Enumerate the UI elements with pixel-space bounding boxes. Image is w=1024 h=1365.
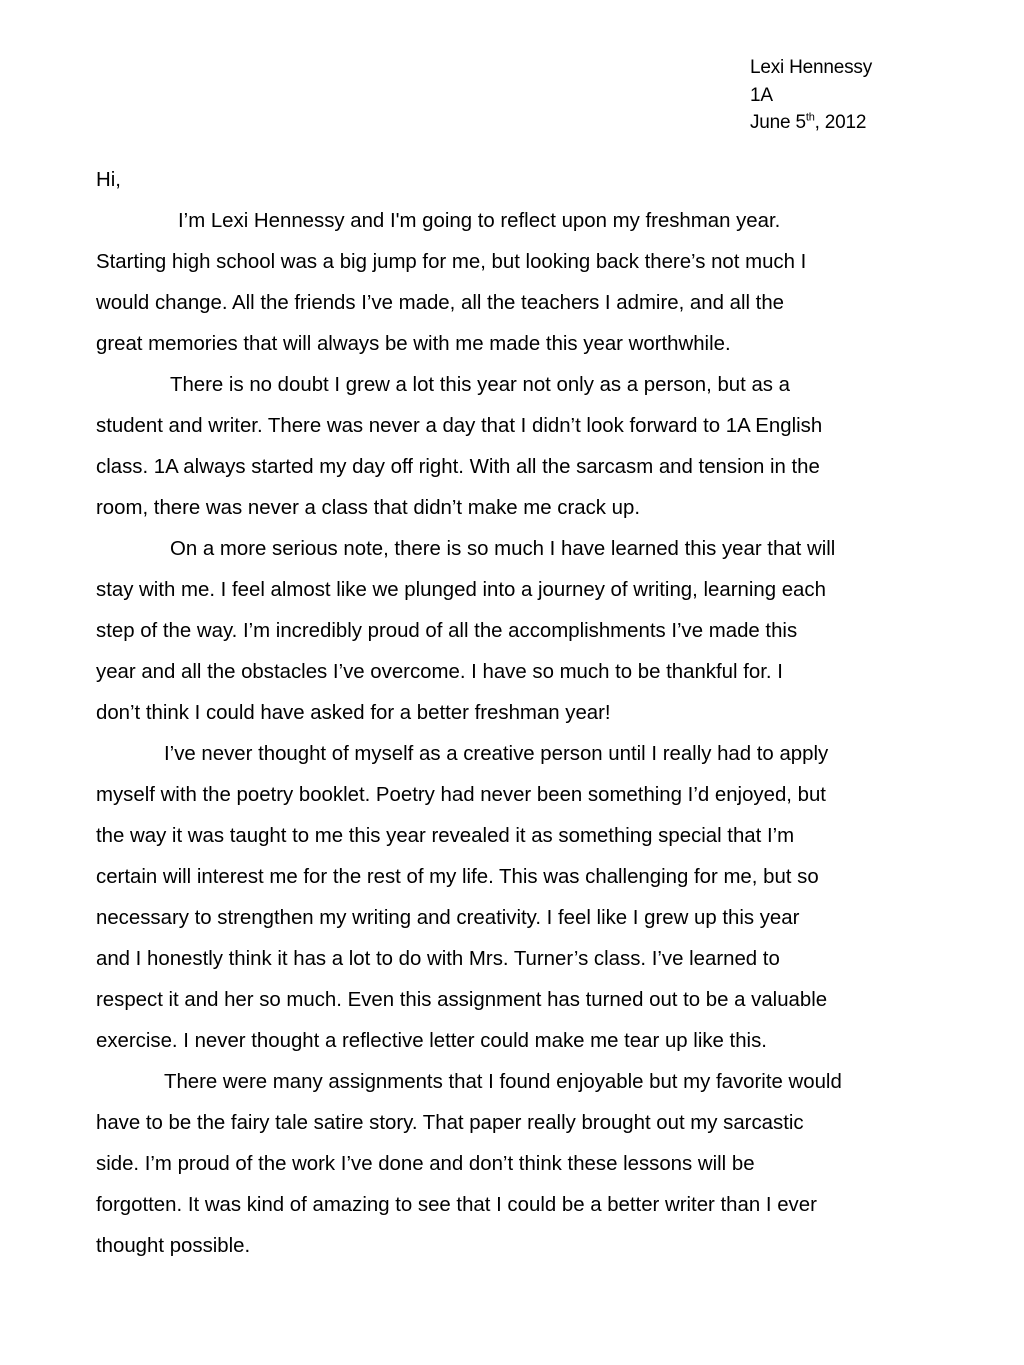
date-year: , 2012 (814, 112, 867, 133)
text-line: thought possible. (96, 1235, 251, 1257)
text-line: side. I’m proud of the work I’ve done and don’t think these lessons will be (96, 1153, 755, 1175)
date-month-day: June 5 (750, 112, 806, 133)
text-line: year and all the obstacles I’ve overcome. I have so much to be thankful for. I (96, 661, 783, 683)
text-line: myself with the poetry booklet. Poetry had never been something I’d enjoyed, but (96, 784, 826, 806)
text-line: I’m Lexi Hennessy and I'm going to reflect upon my freshman year. (178, 210, 781, 232)
author-name: Lexi Hennessy (750, 57, 873, 78)
text-line: There is no doubt I grew a lot this year not only as a person, but as a (170, 374, 791, 396)
text-line: and I honestly think it has a lot to do with Mrs. Turner’s class. I’ve learned to (96, 948, 780, 970)
text-line: have to be the fairy tale satire story. That paper really brought out my sarcastic (96, 1112, 804, 1134)
letter-body (96, 160, 926, 1267)
text-line: exercise. I never thought a reflective letter could make me tear up like this. (96, 1030, 767, 1052)
letter-header (750, 54, 872, 137)
text-line: certain will interest me for the rest of my life. This was challenging for me, but so (96, 866, 819, 888)
date-ordinal: th (805, 111, 815, 124)
text-line: forgotten. It was kind of amazing to see that I could be a better writer than I ever (96, 1194, 817, 1216)
text-line: Starting high school was a big jump for me, but looking back there’s not much I (96, 251, 807, 273)
text-line: On a more serious note, there is so much I have learned this year that will (170, 538, 836, 560)
text-line: class. 1A always started my day off right. With all the sarcasm and tension in the (96, 456, 820, 478)
text-line: great memories that will always be with me made this year worthwhile. (96, 333, 731, 355)
text-line: I’ve never thought of myself as a creative person until I really had to apply (164, 743, 829, 765)
text-line: respect it and her so much. Even this assignment has turned out to be a valuable (96, 989, 828, 1011)
text-line: don’t think I could have asked for a better freshman year! (96, 702, 611, 724)
text-line: necessary to strengthen my writing and creativity. I feel like I grew up this year (96, 907, 800, 929)
text-line: the way it was taught to me this year revealed it as something special that I’m (96, 825, 795, 847)
text-line: student and writer. There was never a day that I didn’t look forward to 1A English (96, 415, 823, 437)
class-name: 1A (750, 84, 773, 106)
text-line: room, there was never a class that didn’t make me crack up. (96, 497, 640, 519)
text-line: stay with me. I feel almost like we plunged into a journey of writing, learning each (96, 579, 826, 601)
greeting: Hi, (96, 169, 121, 191)
letter-date (750, 109, 872, 137)
text-line: step of the way. I’m incredibly proud of all the accomplishments I’ve made this (96, 620, 798, 642)
text-line: would change. All the friends I’ve made, all the teachers I admire, and all the (96, 292, 785, 314)
text-line: There were many assignments that I found enjoyable but my favorite would (164, 1071, 842, 1093)
